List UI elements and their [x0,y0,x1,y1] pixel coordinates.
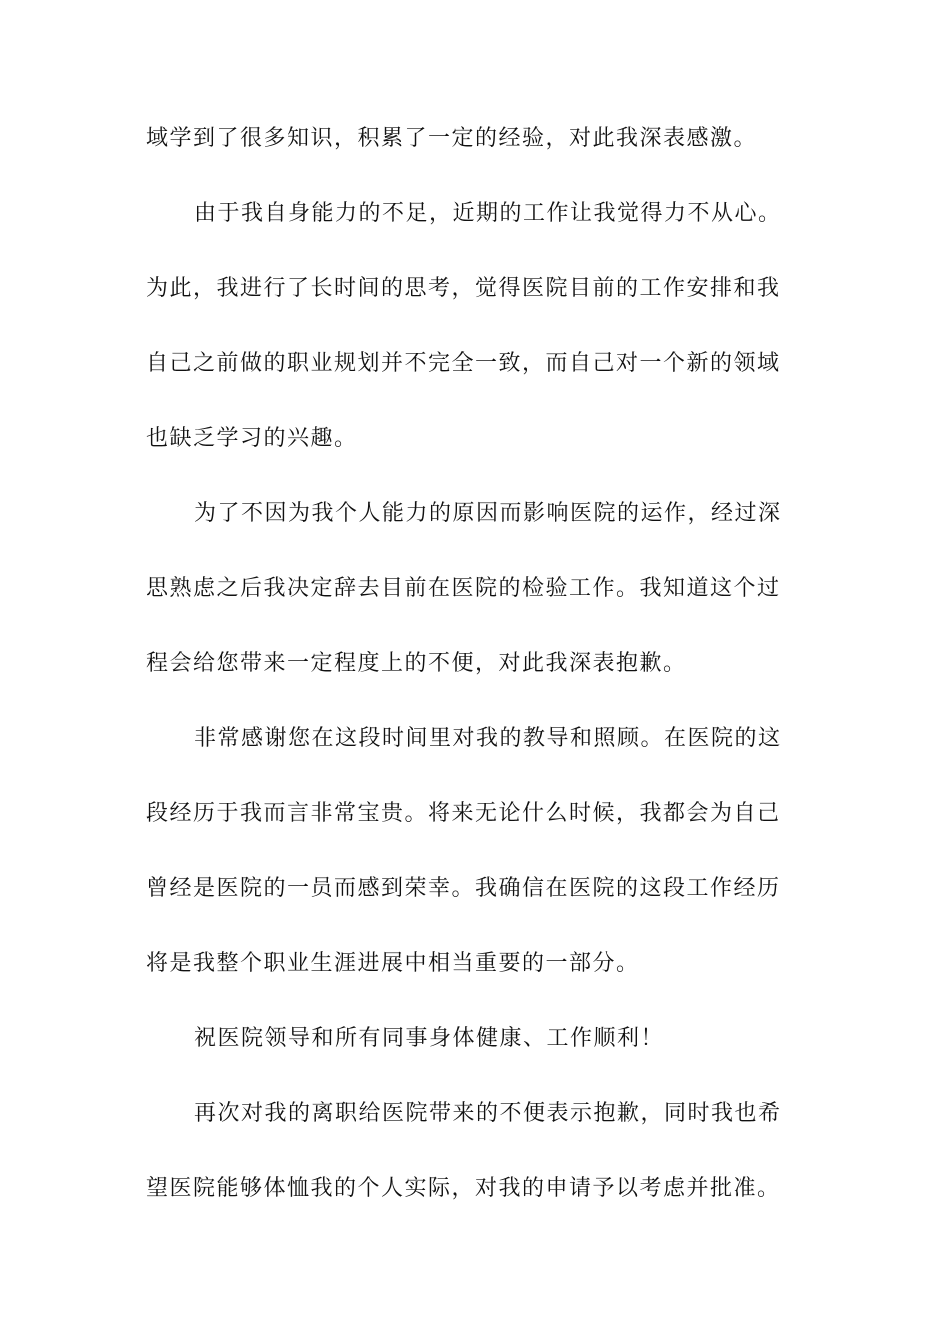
text-line: 段经历于我而言非常宝贵。将来无论什么时候，我都会为自己 [146,801,781,826]
paragraph-start-line: 非常感谢您在这段时间里对我的教导和照顾。在医院的这 [194,726,782,751]
text-line: 自己之前做的职业规划并不完全一致，而自己对一个新的领域 [146,351,781,376]
paragraph-start-line: 祝医院领导和所有同事身体健康、工作顺利！ [194,1026,665,1051]
letter-body [146,125,816,1250]
text-line: 将是我整个职业生涯进展中相当重要的一部分。 [146,951,640,976]
text-line: 也缺乏学习的兴趣。 [146,426,358,451]
text-line: 程会给您带来一定程度上的不便，对此我深表抱歉。 [146,651,687,676]
paragraph-start-line: 再次对我的离职给医院带来的不便表示抱歉，同时我也希 [194,1101,782,1126]
paragraph-start-line: 由于我自身能力的不足，近期的工作让我觉得力不从心。 [194,201,782,226]
paragraph-start-line: 为了不因为我个人能力的原因而影响医院的运作，经过深 [194,501,782,526]
text-line: 望医院能够体恤我的个人实际，对我的申请予以考虑并批准。 [146,1176,781,1201]
text-line: 曾经是医院的一员而感到荣幸。我确信在医院的这段工作经历 [146,876,781,901]
text-line: 为此，我进行了长时间的思考，觉得医院目前的工作安排和我 [146,276,781,301]
text-line: 思熟虑之后我决定辞去目前在医院的检验工作。我知道这个过 [146,576,781,601]
text-line: 域学到了很多知识，积累了一定的经验，对此我深表感激。 [146,126,758,151]
